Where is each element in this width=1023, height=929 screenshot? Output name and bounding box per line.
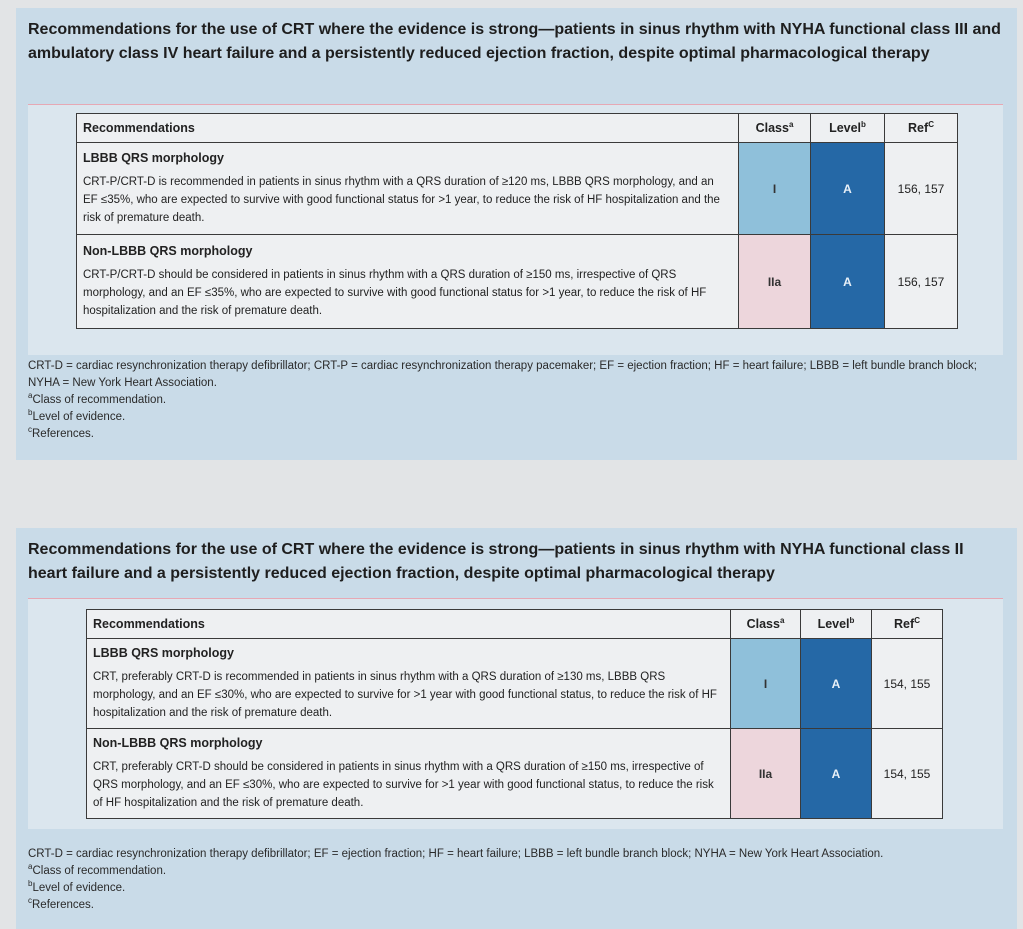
row-text: CRT, preferably CRT-D is recommended in patients in sinus rhythm with a QRS duration of ≥130 ms, LBBB QRS morphology, and an EF ≤30%, who are expected to survive for >1 year with good functional status, to reduce the risk of HF hospitalization and the risk of premature death.: [93, 670, 717, 719]
row-subheading: Non-LBBB QRS morphology: [83, 243, 253, 258]
header-recommendations: Recommendations: [77, 114, 739, 143]
table-row: [77, 235, 958, 329]
header-ref-sup: C: [914, 615, 920, 625]
footnote-b: [28, 409, 1003, 426]
row-text: CRT-P/CRT-D is recommended in patients in sinus rhythm with a QRS duration of ≥120 ms, LBBB QRS morphology, and an EF ≤35%, who are expected to survive with good functional status for >1 year, to reduce the risk of HF hospitalization and the risk of premature death.: [83, 175, 720, 224]
panel-title: Recommendations for the use of CRT where the evidence is strong—patients in sinus rhythm with NYHA functional class III and ambulatory class IV heart failure and a persistently reduced ejection fraction, despite optimal pharmacological therapy: [28, 21, 1001, 62]
header-level: [801, 610, 872, 639]
footnote-marker: a: [28, 391, 33, 401]
table-row: [87, 639, 943, 729]
header-class: [739, 114, 811, 143]
footnote-marker: c: [28, 425, 32, 435]
footnote-c: [28, 897, 1003, 914]
header-ref: [885, 114, 958, 143]
header-class-label: Class: [746, 617, 780, 631]
footnote-marker: b: [28, 408, 33, 418]
header-ref: [872, 610, 943, 639]
footnote-text: Class of recommendation.: [32, 394, 167, 406]
row-subheading: LBBB QRS morphology: [93, 645, 234, 660]
header-level-sup: b: [849, 615, 855, 625]
row-text: CRT, preferably CRT-D should be considered in patients in sinus rhythm with a QRS duration of ≥150 ms, irrespective of QRS morphology, and an EF ≤30%, who are expected to survive for >1 year with good functional status, to reduce the risk of HF hospitalization and the risk of premature death.: [93, 760, 714, 809]
header-ref-label: Ref: [894, 617, 915, 631]
header-ref-sup: C: [928, 119, 934, 129]
table-row: [87, 729, 943, 819]
row-text: CRT-P/CRT-D should be considered in patients in sinus rhythm with a QRS duration of ≥150 ms, irrespective of QRS morphology, and an EF ≤35%, who are expected to survive with good functional status for >1 year, to reduce the risk of HF hospitalization and the risk of premature death.: [83, 268, 707, 317]
class-cell: IIa: [739, 235, 811, 329]
row-subheading: LBBB QRS morphology: [83, 150, 224, 165]
header-class-sup: a: [788, 119, 794, 129]
header-level: [811, 114, 885, 143]
table-header-row: [87, 610, 943, 639]
footnote-text: References.: [32, 899, 95, 911]
class-cell: I: [739, 143, 811, 235]
header-class-label: Class: [755, 121, 789, 135]
ref-cell: 154, 155: [872, 729, 943, 819]
recommendation-panel-1: [16, 8, 1017, 460]
recommendation-cell: [87, 729, 731, 819]
footnotes: [28, 358, 1003, 443]
level-cell: A: [811, 143, 885, 235]
recommendations-table: [76, 113, 958, 329]
row-subheading: Non-LBBB QRS morphology: [93, 735, 263, 750]
header-level-sup: b: [861, 119, 866, 129]
recommendation-cell: [87, 639, 731, 729]
footnote-text: Class of recommendation.: [32, 865, 167, 877]
footnote-a: [28, 863, 1003, 880]
footnote-text: Level of evidence.: [32, 411, 126, 423]
level-cell: A: [811, 235, 885, 329]
class-cell: IIa: [731, 729, 801, 819]
footnote-text: References.: [32, 428, 95, 440]
ref-cell: 156, 157: [885, 235, 958, 329]
footnote-abbreviations: [28, 358, 1003, 392]
panel-title: Recommendations for the use of CRT where the evidence is strong—patients in sinus rhythm with NYHA functional class II heart failure and a persistently reduced ejection fraction, despite optimal pharmacological therapy: [28, 541, 964, 582]
level-cell: A: [801, 729, 872, 819]
table-row: [77, 143, 958, 235]
footnote-text: Level of evidence.: [32, 882, 126, 894]
recommendation-cell: [77, 143, 739, 235]
header-level-label: Level: [817, 617, 850, 631]
header-ref-label: Ref: [908, 121, 929, 135]
footnote-c: [28, 426, 1003, 443]
footnote-marker: a: [28, 862, 33, 872]
header-class-sup: a: [779, 615, 785, 625]
ref-cell: 154, 155: [872, 639, 943, 729]
footnotes: [28, 846, 1003, 914]
class-cell: I: [731, 639, 801, 729]
level-cell: A: [801, 639, 872, 729]
table-header-row: [77, 114, 958, 143]
footnote-text: CRT-D = cardiac resynchronization therapy defibrillator; EF = ejection fraction; HF = heart failure; LBBB = left bundle branch block; NYHA = New York Heart Association.: [28, 848, 884, 860]
recommendation-cell: [77, 235, 739, 329]
header-recommendations: Recommendations: [87, 610, 731, 639]
footnote-a: [28, 392, 1003, 409]
footnote-b: [28, 880, 1003, 897]
ref-cell: 156, 157: [885, 143, 958, 235]
table-container: [28, 104, 1003, 355]
footnote-marker: b: [28, 879, 33, 889]
table-container: [28, 598, 1003, 829]
recommendation-panel-2: [16, 528, 1017, 929]
recommendations-table: [86, 609, 943, 819]
header-class: [731, 610, 801, 639]
footnote-abbreviations: [28, 846, 1003, 863]
footnote-text: CRT-D = cardiac resynchronization therapy defibrillator; CRT-P = cardiac resynchronization therapy pacemaker; EF = ejection fraction; HF = heart failure; LBBB = left bundle branch block; NYHA = New York Heart Association.: [28, 360, 977, 389]
footnote-marker: c: [28, 896, 32, 906]
header-level-label: Level: [829, 121, 862, 135]
